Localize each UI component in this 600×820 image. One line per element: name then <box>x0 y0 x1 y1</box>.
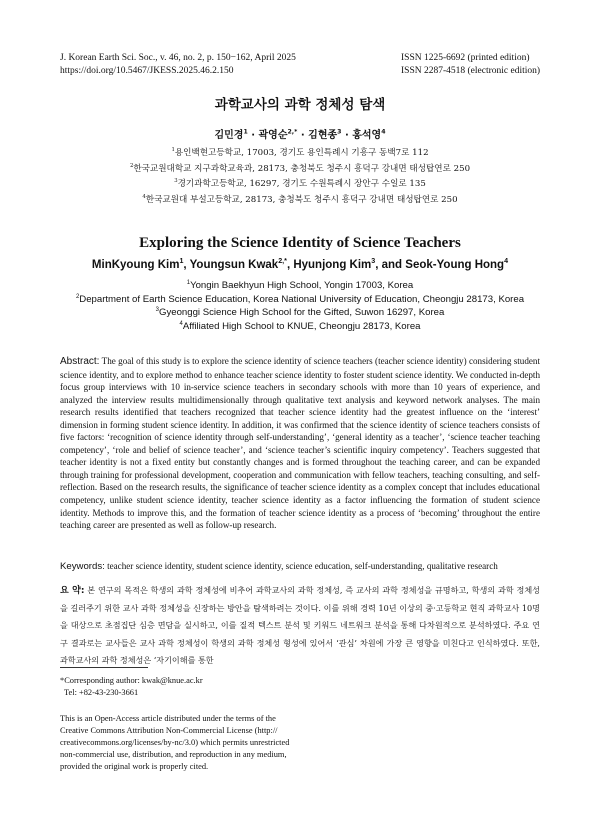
journal-header-right <box>401 52 540 78</box>
affiliation-ko: $^2$한국교원대학교 지구과학교육과, 28173, 충청북도 청주시 흥덕구 강내면 태성탑연로 250 <box>129 162 471 174</box>
author-en: Hyunjong Kim$^3$ <box>293 257 376 271</box>
korean-abstract <box>60 582 540 669</box>
license-line: provided the original work is properly cited. <box>60 762 209 772</box>
doi-link[interactable]: https://doi.org/10.5467/JKESS.2025.46.2.150 <box>60 66 234 76</box>
issn-electronic: ISSN 2287-4518 (electronic edition) <box>401 66 541 76</box>
corresponding-author-tel: Tel: +82-43-230-3661 <box>64 688 139 697</box>
author-ko: 곽영순$^{2,*}$ <box>258 128 298 141</box>
keywords-text: teacher science identity, student science identity, science education, self-understanding, qualitative research <box>107 561 498 571</box>
open-access-license <box>60 713 300 773</box>
korean-author-list: 김민경$^1$ · 곽영순$^{2,*}$ · 김현종$^3$ · 홍석영$^4$ <box>214 128 386 141</box>
affiliation-en: $^2$Department of Earth Science Education, Korea National University of Education, Cheongju 28173, Korea <box>75 293 525 305</box>
journal-header-left <box>60 52 296 78</box>
korean-affiliations <box>0 146 600 208</box>
korean-abstract-label: 요 약: <box>60 586 85 596</box>
author-ko: 김민경$^1$ <box>214 128 248 141</box>
author-en: Youngsun Kwak$^{2,*}$ <box>189 257 287 271</box>
affiliation-ko: $^4$한국교원대 부설고등학교, 28173, 충청북도 청주시 흥덕구 강내면 태성탑연로 250 <box>142 193 458 205</box>
author-en: MinKyoung Kim$^1$ <box>91 257 184 271</box>
corresponding-author-footnote <box>60 675 203 699</box>
korean-abstract-text: 본 연구의 목적은 학생의 과학 정체성에 비추어 과학교사의 과학 정체성, 즉 교사의 과학 정체성을 규명하고, 학생의 과학 정체성을 길러주기 위한 교사 과학 정체성을 신장하는 방안을 탐색하려는 것이다. 이를 위해 경력 10년 이상의 중·고등학교 현직 과학교사 10명을 대상으로 초점집단 심층 면담을 실시하고, 이를 질적 텍스트 분석 및 키워드 네트워크 분석을 통해 다차원적으로 분석하였다. 주요 연구 결과로는 교사들은 교사 과학 정체성이 학생의 과학 정체성 형성에 있어서 ‘관심’ 차원에 가장 큰 영향을 미친다고 인식하였다. 또한, 과학교사의 과학 정체성은 ‘자기이해를 통한 <box>60 585 540 665</box>
affiliation-en: $^1$Yongin Baekhyun High School, Yongin 17003, Korea <box>186 279 414 291</box>
author-en: Seok-Young Hong$^4$ <box>405 257 509 271</box>
license-line: This is an Open-Access article distributed under the terms of the <box>60 714 276 723</box>
keywords <box>60 560 540 573</box>
license-line: Creative Commons Attribution Non-Commercial License (http:// <box>60 726 278 736</box>
author-ko: 김현종$^3$ <box>308 128 342 141</box>
corresponding-author-email[interactable]: *Corresponding author: kwak@knue.ac.kr <box>60 676 203 685</box>
korean-title: 과학교사의 과학 정체성 탐색 <box>214 97 386 113</box>
license-line: non-commercial use, distribution, and reproduction in any medium, <box>60 750 287 760</box>
author-ko: 홍석영$^4$ <box>352 128 386 141</box>
english-abstract <box>60 355 540 532</box>
affiliation-en: $^4$Affiliated High School to KNUE, Cheongju 28173, Korea <box>179 320 421 332</box>
affiliation-ko: $^3$경기과학고등학교, 16297, 경기도 수원특례시 장안구 수일로 135 <box>174 178 426 189</box>
journal-citation: J. Korean Earth Sci. Soc., v. 46, no. 2, p. 150−162, April 2025 <box>60 53 296 63</box>
affiliation-ko: $^1$용인백현고등학교, 17003, 경기도 용인특례시 기흥구 동백7로 112 <box>171 147 429 158</box>
english-affiliations <box>0 279 600 333</box>
english-author-list: MinKyoung Kim$^1$, Youngsun Kwak$^{2,*}$, Hyunjong Kim$^3$, and Seok-Young Hong$^4$ <box>91 257 509 271</box>
issn-print: ISSN 1225-6692 (printed edition) <box>401 53 530 63</box>
license-line: creativecommons.org/licenses/by-nc/3.0) which permits unrestricted <box>60 738 290 748</box>
footnote-divider <box>60 667 148 668</box>
abstract-text: The goal of this study is to explore the science identity of science teachers (teacher science identity) considering student science identity, and to explore method to enhance teacher science identity to foster student science identity. We conducted in-depth focus group interviews with 10 in-service science teachers in secondary schools with more than 10 years of experience, and analyzed the interview results multidimensionally through qualitative text analysis and keyword network analyses. The main research results identified that teachers recognized that teacher science identity had the greatest influence on the ‘interest’ dimension in forming student science identity. In addition, it was confirmed that the science identity of science teachers consists of five factors: ‘recognition of science identity through self-understanding’, ‘general identity as a teacher’, ‘science teacher teaching competency’, ‘role and belief of science teacher’, and ‘science teacher’s scientific inquiry competency’. Teachers suggested that teacher identity is not a fixed entity but constantly changes and is formed throughout the teaching career, and can be expanded through training for professional development, cooperation and communication with fellow teachers, teaching consulting, and self-reflection. Based on the research results, the significance of teacher science identity as a complex concept that includes educational competency, unlike student science identity, teacher science identity as a factor influencing the formation of student science identity. Methods to improve this, and the formation of teacher science identity as a process of ‘becoming’ throughout the entire teaching career are presented as well as follow-up research. <box>60 356 541 531</box>
keywords-label: Keywords: <box>60 561 105 572</box>
affiliation-en: $^3$Gyeonggi Science High School for the Gifted, Suwon 16297, Korea <box>155 307 445 319</box>
abstract-label: Abstract: <box>60 356 100 367</box>
english-title: Exploring the Science Identity of Science Teachers <box>139 235 461 251</box>
